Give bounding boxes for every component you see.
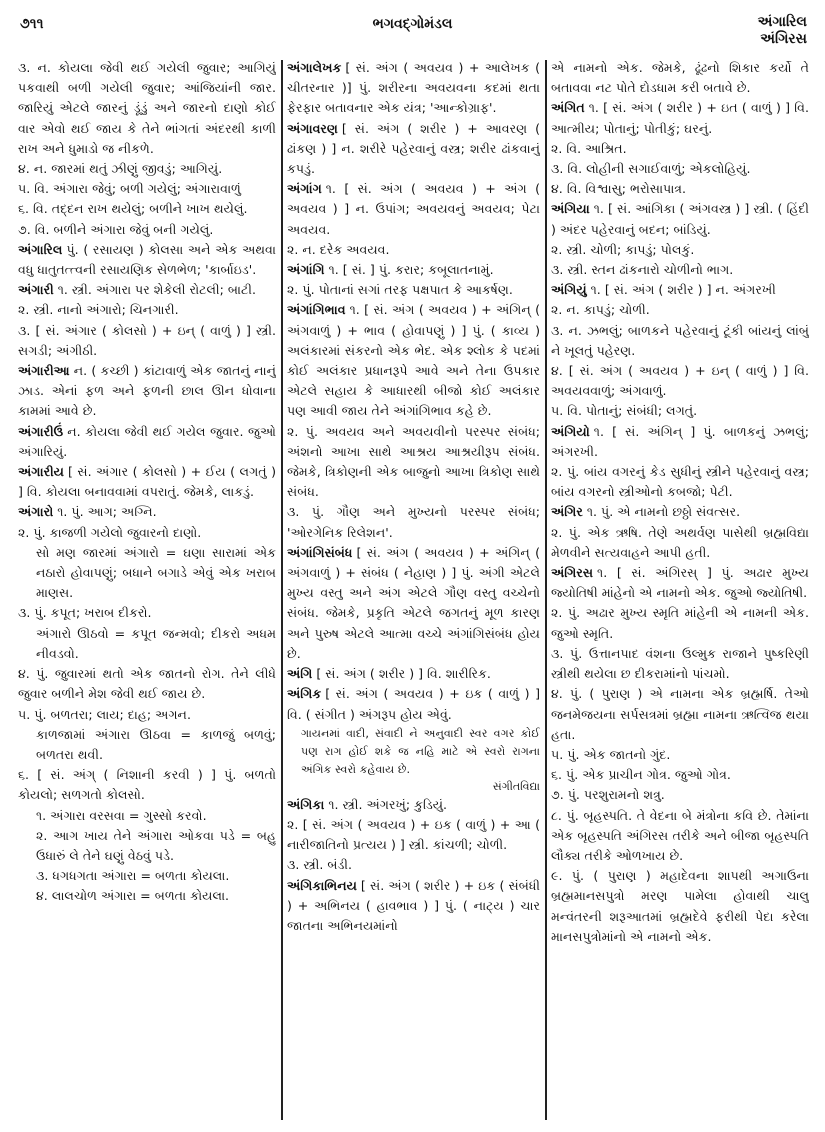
definition-text: ૧. સ્ત્રી. અંગારા પર શેકેલી રોટલી; બાટી. xyxy=(57,282,256,298)
entry-sense xyxy=(18,806,276,826)
headword: અંગારિલ xyxy=(18,241,63,257)
definition-text: ૧. સ્ત્રી. અંગરખું; કુડિયું. xyxy=(328,796,448,812)
entry-sense xyxy=(551,58,809,98)
definition-text: ૩. પું. કપૂત; ખરાબ દીકરો. xyxy=(18,605,152,621)
entry-sense xyxy=(551,603,809,643)
page-header xyxy=(0,12,825,52)
entry-sense xyxy=(287,240,540,260)
definition-text: કાળજામાં અંગારા ઊઠવા = કાળજું બળવું; બળતરા થવી. xyxy=(36,726,276,762)
headword: અંગાંગ xyxy=(287,181,322,197)
dictionary-entry xyxy=(18,462,276,502)
headword: અંગારી xyxy=(18,282,54,298)
definition-text: ૪. પું. ( પુરાણ ) એ નામના એક બ્રહ્મર્ષિ. તેઓ જનમેજયના સર્પસત્રમાં બ્રહ્મા નામના ઋત્વિજ થયા હતા. xyxy=(551,686,809,742)
entry-sense xyxy=(551,745,809,765)
headword: અંગિર xyxy=(551,504,583,520)
entry-sense xyxy=(551,240,809,260)
definition-text: ૫. વિ. અંગારા જેવું; બળી ગયેલું; અંગારાવાળું xyxy=(18,181,241,197)
dictionary-entry xyxy=(551,422,809,462)
definition-text: [ સં. અંગ ( અવયવ ) + આલેખક ( ચીતરનાર )] પું. શરીરના અવયવના કદમાં થતા ફેરફાર બતાવનાર એક યંત્ર; 'આન્કોગ્રાફ'. xyxy=(287,60,540,116)
entry-sense xyxy=(551,401,809,421)
definition-text: ન. ( કચ્છી ) કાંટાવાળું એક જાતનું નાનું ઝાડ. એનાં ફળ અને ફળની છાલ ઊન ધોવાના કામમાં આવે છે. xyxy=(18,363,276,419)
headword: અંગિયા xyxy=(551,201,590,217)
entry-sense xyxy=(551,462,809,502)
definition-text: ૩. પું. ગૌણ અને મુખ્યનો પરસ્પર સંબંધ; 'ઓરગેનિક રિલેશન'. xyxy=(287,504,540,540)
entry-sense xyxy=(18,321,276,361)
dictionary-entry xyxy=(18,280,276,300)
entry-sense xyxy=(18,765,276,805)
dictionary-entry xyxy=(287,876,540,937)
headword: અંગારીઆ xyxy=(18,363,70,379)
dictionary-entry xyxy=(287,795,540,815)
headword: અંગાલેખક xyxy=(287,60,342,75)
definition-text: ૧. [ સં. અંગ ( અવયવ ) + અંગ ( અવયવ ) ] ન. ઉપાંગ; અવયવનું અવયવ; પેટા અવયવ. xyxy=(287,181,540,237)
definition-text: ૨. ન. કાપડું; ચોળી. xyxy=(551,302,650,318)
definition-text: ૨. વિ. આશ્રિત. xyxy=(551,140,627,156)
definition-text: ૬. વિ. તદ્દન રાખ થયેલું; બળીને ખાખ થયેલું. xyxy=(18,201,248,217)
dictionary-entry xyxy=(287,684,540,724)
definition-text: ૩. [ સં. અંગાર ( કોલસો ) + ઇન્ ( વાળું ) ] સ્ત્રી. સગડી; અંગીઠી. xyxy=(18,322,276,358)
definition-text: ૭. પું. પરશુરામનો શત્રુ. xyxy=(551,787,665,803)
entry-sense xyxy=(287,280,540,300)
entry-sense xyxy=(18,624,276,664)
entry-sense xyxy=(18,179,276,199)
entry-sense xyxy=(551,765,809,785)
dictionary-entry xyxy=(287,119,540,180)
definition-text: ૧. [ સં. અંગ ( અવયવ ) + અંગિન્ ( અંગવાળું ) + ભાવ ( હોવાપણું ) ] પું. ( કાવ્ય ) અલંકારમાં સંકરનો એક ભેદ. એક શ્લોક કે પદમાં કોઈ અલંકાર પ્રધાનરૂપે આવે અને તેના ઉપકાર એટલે સહાય કે આધારથી બીજો કોઈ અલંકાર પણ આવી જાય તેને અંગાંગિભાવ કહે છે. xyxy=(287,302,540,419)
headword: અંગાંગિ xyxy=(287,262,325,278)
entry-sense xyxy=(551,806,809,867)
entry-sense xyxy=(287,779,540,795)
dictionary-entry xyxy=(551,502,809,522)
definition-text: ૪. [ સં. અંગ ( અવયવ ) + ઇન્ ( વાળું ) ] વિ. અવયવવાળું; અંગવાળું. xyxy=(551,363,809,399)
entry-sense xyxy=(18,300,276,320)
definition-text: ૩. વિ. લોહીની સગાઈવાળું; એકલોહિયું. xyxy=(551,161,751,177)
dictionary-entry xyxy=(18,240,276,280)
definition-text: ૫. પું. બળતરા; લાય; દાહ; અગન. xyxy=(18,706,191,722)
headword: અંગારો xyxy=(18,504,54,520)
definition-text: ૧. પું. આગ; અગ્નિ. xyxy=(57,504,157,520)
definition-text: પું. ( રસાયણ ) કોલસા અને એક અથવા વધુ ધાતુતત્ત્વની રસાયણિક સેળભેળ; 'કાર્બાઇડ'. xyxy=(18,241,276,278)
book-title: ભગવદ્ગોમંડલ xyxy=(372,16,453,32)
entry-sense xyxy=(18,58,276,159)
definition-text: ૧. [ સં. અંગિન્ ] પું. બાળકનું ઝભલું; અંગરખી. xyxy=(551,423,809,459)
entry-sense xyxy=(551,159,809,179)
definition-text: ૧. [ સં. ] પું. કરાર; કબૂલાતનામું. xyxy=(328,262,494,278)
definition-text: [ સં. અંગ ( શરીર ) + ઇક ( સંબંધી ) + અભિનય ( હાવભાવ ) ] પું. ( નાટ્ય ) ચાર જાતના અભિનયમાંનો xyxy=(287,877,540,933)
definition-text: ૩. સ્ત્રી. સ્તન ઢાંકનારો ચોળીનો ભાગ. xyxy=(551,262,734,278)
definition-text: ગાયનમાં વાદી, સંવાદી ને અનુવાદી સ્વર વગર કોઈ પણ રાગ હોઈ શકે જ નહિ માટે એ સ્વરો રાગના અંગિક સ્વરો કહેવાય છે. xyxy=(301,726,540,776)
definition-text: ૬. પું. એક પ્રાચીન ગોત્ર. જુઓ ગોત્ર. xyxy=(551,767,731,783)
dictionary-entry xyxy=(18,422,276,462)
entry-sense xyxy=(18,199,276,219)
definition-text: ૪. લાલચોળ અંગારા = બળતા કોયલા. xyxy=(36,888,230,904)
page-number: ૭૧૧ xyxy=(20,16,44,32)
entry-sense xyxy=(551,300,809,320)
definition-text: ૨. સ્ત્રી. નાનો અંગારો; ચિનગારી. xyxy=(18,302,179,318)
definition-text: ૧. [ સં. આંગિકા ( અંગવસ્ત્ર ) ] સ્ત્રી. ( હિંદી ) અંદર પહેરવાનું બદન; બાંડિયું. xyxy=(551,201,809,237)
entry-sense xyxy=(551,523,809,563)
definition-text: ૮. પું. બૃહસ્પતિ. તે વેદના બે મંત્રોના કવિ છે. તેમાંના એક બૃહસ્પતિ અંગિરસ તરીકે અને બીજા બૃહસ્પતિ લૌક્ય તરીકે ઓળખાય છે. xyxy=(551,807,809,863)
definition-text: ૨. [ સં. અંગ ( અવયવ ) + ઇક ( વાળું ) + આ ( નારીજાતિનો પ્રત્યય ) ] સ્ત્રી. કાંચળી; ચોળી. xyxy=(287,816,540,853)
entry-sense xyxy=(287,815,540,855)
definition-text: ૩. સ્ત્રી. બંડી. xyxy=(287,857,353,873)
entry-sense xyxy=(551,361,809,401)
definition-text: [ સં. અંગ ( શરીર ) + આવરણ ( ઢાંકણ ) ] ન. શરીરે પહેરવાનું વસ્ત્ર; શરીર ઢાંકવાનું કપડું. xyxy=(287,120,540,177)
definition-text: [ સં. અંગ ( અવયવ ) + અંગિન્ ( અંગવાળું ) + સંબંધ ( નેહાણ ) ] પું. અંગી એટલે મુખ્ય વસ્તુ અને અંગ એટલે ગૌણ વસ્તુ વચ્ચેનો સંબંધ. જેમકે, પ્રકૃતિ એટલે જગતનું મૂળ કારણ અને પુરુષ એટલે આત્મા વચ્ચે અંગાંગિસંબંધ હોય છે. xyxy=(287,544,540,661)
entry-sense xyxy=(551,866,809,947)
entry-sense xyxy=(551,260,809,280)
definition-text: ન. કોયલા જેવી થઈ ગયેલ જુવાર. જુઓ અંગારિયું. xyxy=(18,423,276,459)
entry-sense xyxy=(18,603,276,623)
dictionary-entry xyxy=(287,260,540,280)
entry-sense xyxy=(551,644,809,684)
entry-sense xyxy=(551,785,809,805)
headword: અંગારીય xyxy=(18,464,64,480)
definition-text: ૬. [ સં. અંગ્ ( નિશાની કરવી ) ] પું. બળતો કોયલો; સળગતો કોલસો. xyxy=(18,767,276,803)
dictionary-entry xyxy=(551,199,809,239)
entry-sense xyxy=(18,725,276,765)
definition-text: ૫. વિ. પોતાનું; સંબંધી; લગતું. xyxy=(551,403,698,419)
definition-text: ૨. પું. કાજળી ગયેલો જુવારનો દાણો. xyxy=(18,524,202,540)
guide-words xyxy=(758,14,807,48)
definition-text: [ સં. અંગ ( શરીર ) ] વિ. શારીરિક. xyxy=(316,666,491,682)
definition-text: ૧. [ સં. અંગિરસ્ ] પું. અઢાર મુખ્ય જ્યોતિષી માંહેનો એ નામનો એક. જુઓ જ્યોતિષી. xyxy=(551,565,809,601)
dictionary-entry xyxy=(287,543,540,664)
definition-text: ૨. સ્ત્રી. ચોળી; કાપડું; પોલકું. xyxy=(551,241,695,257)
entry-sense xyxy=(18,159,276,179)
entry-sense xyxy=(18,523,276,543)
definition-text: ૨. આગ ખાય તેને અંગારા ઓકવા પડે = બહુ ઉધારું લે તેને ઘણું વેઠવું પડે. xyxy=(36,827,276,863)
entry-sense xyxy=(551,321,809,361)
definition-text: [ સં. અંગ ( અવયવ ) + ઇક ( વાળું ) ] વિ. ( સંગીત ) અંગરૂપ હોય એવું. xyxy=(287,686,540,722)
headword: અંગિયું xyxy=(551,282,587,298)
definition-text: ૩. પું. ઉત્તાનપાદ વંશના ઉલ્મુક રાજાને પુષ્કરિણી સ્ત્રીથી થયેલા છ દીકરામાંનો પાંચમો. xyxy=(551,645,809,682)
definition-text: ૪. પું. જુવારમાં થતો એક જાતનો રોગ. તેને લીધે જુવાર બળીને મેશ જેવી થઈ જાય છે. xyxy=(18,666,276,702)
headword: અંગારીઉં xyxy=(18,423,64,439)
dictionary-entry xyxy=(551,98,809,138)
definition-text: અંગારો ઊઠવો = કપૂત જન્મવો; દીકરો અધમ નીવડવો. xyxy=(36,625,276,661)
column-2 xyxy=(287,58,540,1120)
definition-text: ૧. પું. એ નામનો છઠ્ઠો સંવત્સર. xyxy=(586,504,741,520)
entry-sense xyxy=(18,543,276,604)
definition-text: ૩. ન. ઝભલું; બાળકને પહેરવાનું ટૂંકી બાંયનું લાંબું ને ખૂલતું પહેરણ. xyxy=(551,322,809,358)
definition-text: ૨. પું. અઢાર મુખ્ય સ્મૃતિ માંહેની એ નામની એક. જુઓ સ્મૃતિ. xyxy=(551,605,809,641)
definition-text: ૨. પું. એક ઋષિ. તેણે અથર્વણ પાસેથી બ્રહ્મવિદ્યા મેળવીને સત્યવાહને આપી હતી. xyxy=(551,524,809,560)
entry-sense xyxy=(18,886,276,906)
headword: અંગાંગિભાવ xyxy=(287,302,346,318)
entry-sense xyxy=(551,684,809,745)
definition-text: સંગીતવિદ્યા xyxy=(492,779,540,793)
definition-text: ૩. ન. કોયલા જેવી થઈ ગયેલી જુવાર; આગિયું પકવાથી બળી ગયેલી જુવાર; આંજિયાંની જાર. જારિયું એટલે જારનું ડૂંડું અને જારનો દાણો કોઈ વાર એવો થઈ જાય કે તેને ભાંગતાં અંદરથી કાળી રાખ અને ધુમાડો જ નીકળે. xyxy=(18,60,276,156)
entry-sense xyxy=(551,179,809,199)
column-divider xyxy=(281,60,283,1120)
headword: અંગાંગિસંબંધ xyxy=(287,544,353,560)
entry-sense xyxy=(18,826,276,866)
headword: અંગિત xyxy=(551,100,585,116)
guide-word-first: અંગારિલ xyxy=(757,14,807,30)
dictionary-entry xyxy=(551,563,809,603)
headword: અંગિરસ xyxy=(551,565,594,581)
entry-sense xyxy=(18,220,276,240)
definition-text: ૪. વિ. વિશ્વાસુ; ભરોસાપાત્ર. xyxy=(551,181,687,197)
definition-text: ૧. અંગારા વરસવા = ગુસ્સો કરવો. xyxy=(36,807,207,823)
definition-text: ૨. ન. દરેક અવયવ. xyxy=(287,241,390,257)
entry-sense xyxy=(287,855,540,875)
definition-text: ૨. પું. અવયવ અને અવયવીનો પરસ્પર સંબંધ; અંશનો આખા સાથે આશ્રય આશ્રયીરૂપ સંબંધ. જેમકે, ત્રિકોણની એક બાજુનો આખા ત્રિકોણ સાથે સંબંધ. xyxy=(287,423,540,500)
headword: અંગિયો xyxy=(551,423,590,439)
column-1 xyxy=(18,58,276,1120)
definition-text: ૧. [ સં. અંગ ( શરીર ) ] ન. અંગરખી xyxy=(590,282,776,298)
definition-text: ૭. વિ. બળીને અંગારા જેવું બની ગયેલું. xyxy=(18,221,214,237)
definition-text: ૪. ન. જારમાં થતું ઝીણું જીવડું; આગિયું. xyxy=(18,161,223,177)
definition-text: ૫. પું. એક જાતનો ગુંદ. xyxy=(551,746,671,762)
entry-sense xyxy=(287,502,540,542)
definition-text: ૯. પું. ( પુરાણ ) મહાદેવના શાપથી અગાઉના બ્રહ્મમાનસપુત્રો મરણ પામેલા હોવાથી ચાલુ મન્વંતરની શરૂઆતમાં બ્રહ્મદેવે ફરીથી પેદા કરેલા માનસપુત્રોમાંનો એ નામનો એક. xyxy=(551,868,809,944)
column-3 xyxy=(551,58,809,1120)
dictionary-entry xyxy=(551,280,809,300)
dictionary-entry xyxy=(287,58,540,119)
headword: અંગિકાભિનય xyxy=(287,877,357,893)
headword: અંગિક xyxy=(287,686,322,702)
definition-text: ૧. [ સં. અંગ ( શરીર ) + ઇત ( વાળું ) ] વિ. આત્મીય; પોતાનું; પોતીકું; ઘરનું. xyxy=(551,100,809,136)
definition-text: ૩. ધગધગતા અંગારા = બળતા કોયલા. xyxy=(36,868,230,884)
entry-sense xyxy=(18,866,276,886)
definition-text: એ નામનો એક. જેમકે, ઢૂંઢનો શિકાર કર્યો તે બતાવવા નટ પોતે દોડધામ કરી બતાવે છે. xyxy=(551,60,809,96)
column-divider xyxy=(545,60,547,1120)
headword: અંગાવરણ xyxy=(287,120,338,136)
dictionary-entry xyxy=(287,664,540,684)
headword: અંગિ xyxy=(287,666,313,682)
entry-sense xyxy=(18,664,276,704)
dictionary-entry xyxy=(18,361,276,422)
entry-sense xyxy=(287,725,540,779)
dictionary-entry xyxy=(287,179,540,240)
headword: અંગિકા xyxy=(287,796,325,812)
definition-text: [ સં. અંગાર ( કોલસો ) + ઈય ( લગતું ) ] વિ. કોયલા બનાવવામાં વપરાતું. જેમકે, લાકડું. xyxy=(18,464,276,500)
entry-sense xyxy=(287,422,540,503)
dictionary-entry xyxy=(18,502,276,522)
dictionary-entry xyxy=(287,300,540,421)
definition-text: સો મણ જારમાં અંગારો = ઘણા સારામાં એક નઠારો હોવાપણું; બધાને બગાડે એવું એક ખરાબ માણસ. xyxy=(36,544,276,601)
entry-sense xyxy=(18,705,276,725)
definition-text: ૨. પું. બાંય વગરનું કેડ સુધીનું સ્ત્રીને પહેરવાનું વસ્ત્ર; બાંય વગરનો સ્ત્રીઓનો કબજો; પેટી. xyxy=(551,464,809,500)
entry-sense xyxy=(551,139,809,159)
definition-text: ૨. પું. પોતાનાં સગાં તરફ પક્ષપાત કે આકર્ષણ. xyxy=(287,282,513,298)
guide-word-last: અંગિરસ xyxy=(760,31,807,47)
